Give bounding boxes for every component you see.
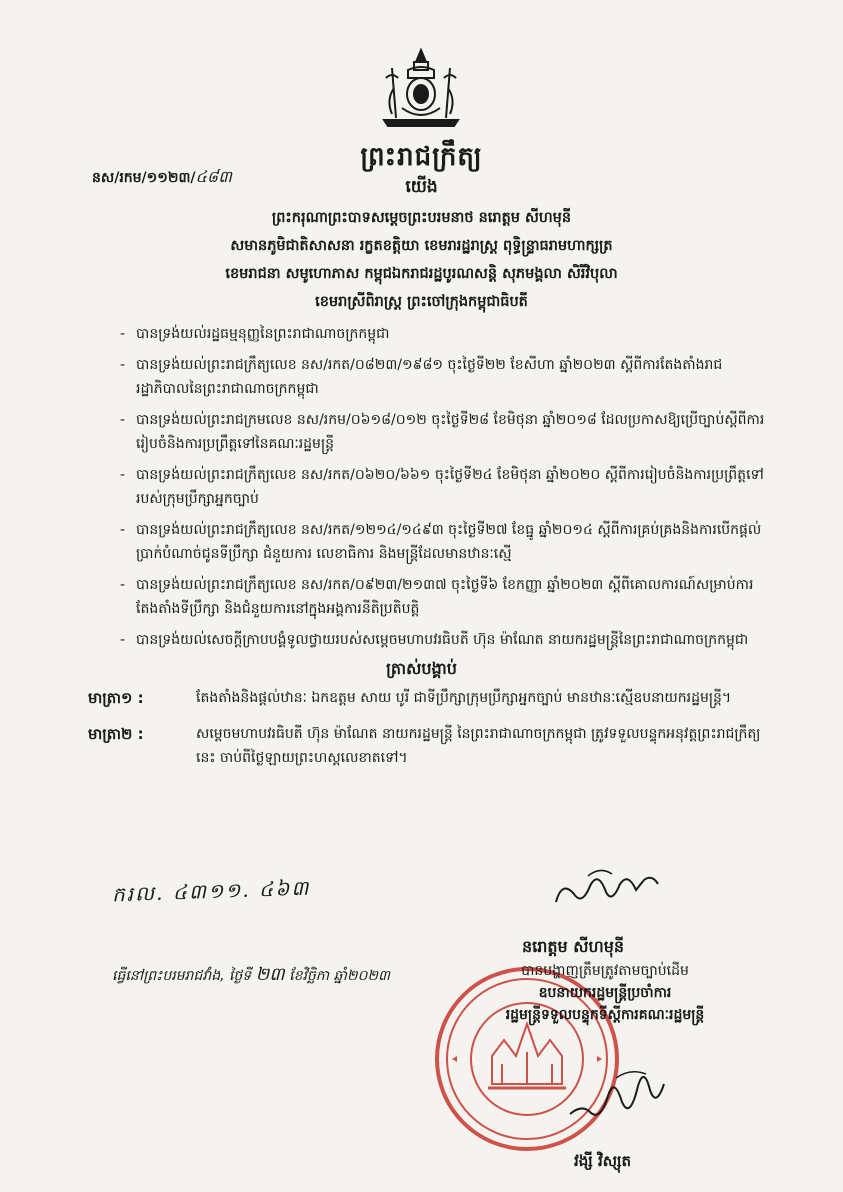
consideration-text: បានទ្រង់យល់ព្រះរាជក្រឹត្យលេខ នស/រកត/០៨២៣/១៩៨១ ចុះថ្ងៃទី២២ ខែសីហា ឆ្នាំ២០២៣ ស្តីពីការតែងតាំងរាជរដ្ឋាភិបាលនៃព្រះរាជាណាចក្រកម្ពុជា xyxy=(136,357,723,397)
countersign-line: រដ្ឋមន្ត្រីទទួលបន្ទុកទីស្តីការគណៈរដ្ឋមន្ត្រី xyxy=(505,1007,705,1023)
article-item xyxy=(88,686,778,710)
royal-title-line: សមានភូមិជាតិសាសនា រក្ខតខត្តិយា ខេមរារដ្ឋរាស្ត្រ ពុទ្ធិន្ទ្រាធរាមហាក្សត្រ xyxy=(230,238,613,254)
consideration-item: - បានទ្រង់យល់ព្រះរាជក្រឹត្យលេខ នស/រកត/០៩២៣/២១៣៧ ចុះថ្ងៃទី៦ ខែកញ្ញា ឆ្នាំ២០២៣ ស្តីពីគោលការណ៍សម្រាប់ការតែងតាំងទីប្រឹក្សា និងជំនួយការនៅក្នុងអង្គការនីតិប្រតិបត្តិ xyxy=(120,573,770,621)
considerations-list xyxy=(120,322,770,659)
decision-heading: ត្រាស់បង្គាប់ xyxy=(386,659,457,678)
reference-number: នស/រកម/១១២៣/ xyxy=(92,170,196,186)
royal-emblem-icon xyxy=(378,48,464,130)
countersignature-icon xyxy=(560,1056,670,1126)
place-and-date xyxy=(112,962,390,989)
countersign-block xyxy=(440,960,770,1026)
place-date-prefix: ធ្វើនៅព្រះបរមរាជវាំង, ថ្ងៃទី xyxy=(112,968,252,984)
consideration-text: បានទ្រង់យល់រដ្ឋធម្មនុញ្ញនៃព្រះរាជាណាចក្រកម្ពុជា xyxy=(136,326,390,342)
royal-title-line: ខេមរាស្រីពិរាស្ត្រ ព្រះចៅក្រុងកម្ពុជាធិបតី xyxy=(315,294,528,310)
consideration-text: បានទ្រង់យល់សេចក្តីក្រាបបង្គំទូលថ្វាយរបស់សម្តេចមហាបវរធិបតី ហ៊ុន ម៉ាណែត នាយករដ្ឋមន្ត្រីនៃព្រះរាជាណាចក្រកម្ពុជា xyxy=(136,632,749,648)
place-date-suffix: ខែវិច្ឆិកា ឆ្នាំ២០២៣ xyxy=(289,968,390,984)
consideration-text: បានទ្រង់យល់ព្រះរាជក្រឹត្យលេខ នស/រកត/០៦២០/៦៦១ ចុះថ្ងៃទី២៤ ខែមិថុនា ឆ្នាំ២០២០ ស្តីពីការរៀបចំនិងការប្រព្រឹត្តទៅរបស់ក្រុមប្រឹក្សាអ្នកច្បាប់ xyxy=(136,467,764,507)
articles-list xyxy=(88,686,778,782)
consideration-item: - បានទ្រង់យល់ព្រះរាជក្រឹត្យលេខ នស/រកត/០៦២០/៦៦១ ចុះថ្ងៃទី២៤ ខែមិថុនា ឆ្នាំ២០២០ ស្តីពីការរៀបចំនិងការប្រព្រឹត្តទៅរបស់ក្រុមប្រឹក្សាអ្នកច្បាប់ xyxy=(120,463,770,511)
article-label: មាត្រា១ : xyxy=(88,689,144,707)
article-label: មាត្រា២ : xyxy=(88,725,144,743)
king-name: នរោត្តម សីហមុនី xyxy=(522,937,625,956)
king-signature-icon xyxy=(548,862,668,912)
countersign-line: ឧបនាយករដ្ឋមន្ត្រីប្រចាំការ xyxy=(538,985,672,1001)
countersigner-name: វង្សី វិស្សុត xyxy=(574,1152,632,1170)
decree-title: ព្រះរាជក្រឹត្យ xyxy=(360,142,483,172)
article-text: តែងតាំងនិងផ្តល់ឋានៈ ឯកឧត្តម សាយ បូរី ជាទីប្រឹក្សាក្រុមប្រឹក្សាអ្នកច្បាប់ មានឋានៈស្មើឧបនាយករដ្ឋមន្ត្រី។ xyxy=(196,690,732,706)
consideration-text: បានទ្រង់យល់ព្រះរាជក្រឹត្យលេខ នស/រកត/១២១៤/១៤៩៣ ចុះថ្ងៃទី២៧ ខែធ្នូ ឆ្នាំ២០១៤ ស្តីពីការគ្រប់គ្រងនិងការបើកផ្តល់ប្រាក់បំណាច់ជូនទីប្រឹក្សា ជំនួយការ លេខាធិការ និងមន្ត្រីដែលមានឋានៈស្មើ xyxy=(136,522,762,562)
place-date-day: ២៣ xyxy=(255,964,285,985)
reference-handwritten: ៤៨៣ xyxy=(195,167,232,186)
consideration-text: បានទ្រង់យល់ព្រះរាជក្រឹត្យលេខ នស/រកត/០៩២៣/២១៣៧ ចុះថ្ងៃទី៦ ខែកញ្ញា ឆ្នាំ២០២៣ ស្តីពីគោលការណ៍សម្រាប់ការតែងតាំងទីប្រឹក្សា និងជំនួយការនៅក្នុងអង្គការនីតិប្រតិបត្តិ xyxy=(136,577,754,617)
consideration-item: - បានទ្រង់យល់សេចក្តីក្រាបបង្គំទូលថ្វាយរបស់សម្តេចមហាបវរធិបតី ហ៊ុន ម៉ាណែត នាយករដ្ឋមន្ត្រីនៃព្រះរាជាណាចក្រកម្ពុជា xyxy=(120,628,770,652)
decree-subject: យើង xyxy=(405,177,438,197)
royal-title-line: ព្រះករុណាព្រះបាទសម្តេចព្រះបរមនាថ នរោត្តម សីហមុនី xyxy=(271,210,572,226)
handwritten-date: ករល. ៤៣១១. ៤៦៣ xyxy=(111,875,311,907)
article-text: សម្តេចមហាបវរធិបតី ហ៊ុន ម៉ាណែត នាយករដ្ឋមន្ត្រី នៃព្រះរាជាណាចក្រកម្ពុជា ត្រូវទទួលបន្ទុកអនុវត្តព្រះរាជក្រឹត្យនេះ ចាប់ពីថ្ងៃឡាយព្រះហស្តលេខាតទៅ។ xyxy=(196,726,761,766)
consideration-item: - បានទ្រង់យល់ព្រះរាជក្រមលេខ នស/រកម/០៦១៨/០១២ ចុះថ្ងៃទី២៨ ខែមិថុនា ឆ្នាំ២០១៨ ដែលប្រកាសឱ្យប្រើច្បាប់ស្តីពីការរៀបចំនិងការប្រព្រឹត្តទៅនៃគណៈរដ្ឋមន្ត្រី xyxy=(120,408,770,456)
royal-titles xyxy=(0,204,843,316)
consideration-item: - បានទ្រង់យល់ព្រះរាជក្រឹត្យលេខ នស/រកត/១២១៤/១៤៩៣ ចុះថ្ងៃទី២៧ ខែធ្នូ ឆ្នាំ២០១៤ ស្តីពីការគ្រប់គ្រងនិងការបើកផ្តល់ប្រាក់បំណាច់ជូនទីប្រឹក្សា ជំនួយការ លេខាធិការ និងមន្ត្រីដែលមានឋានៈស្មើ xyxy=(120,518,770,566)
article-item xyxy=(88,722,778,770)
consideration-text: បានទ្រង់យល់ព្រះរាជក្រមលេខ នស/រកម/០៦១៨/០១២ ចុះថ្ងៃទី២៨ ខែមិថុនា ឆ្នាំ២០១៨ ដែលប្រកាសឱ្យប្រើច្បាប់ស្តីពីការរៀបចំនិងការប្រព្រឹត្តទៅនៃគណៈរដ្ឋមន្ត្រី xyxy=(136,412,765,452)
consideration-item: - បានទ្រង់យល់ព្រះរាជក្រឹត្យលេខ នស/រកត/០៨២៣/១៩៨១ ចុះថ្ងៃទី២២ ខែសីហា ឆ្នាំ២០២៣ ស្តីពីការតែងតាំងរាជរដ្ឋាភិបាលនៃព្រះរាជាណាចក្រកម្ពុជា xyxy=(120,353,770,401)
consideration-item: - បានទ្រង់យល់រដ្ឋធម្មនុញ្ញនៃព្រះរាជាណាចក្រកម្ពុជា xyxy=(120,322,770,346)
royal-title-line: ខេមរាជនា សមូហោភាស កម្ពុជឯករាជរដ្ឋបូរណសន្តិ សុភមង្គលា សិរីវិបុលា xyxy=(225,266,618,282)
countersign-line: បានបង្ហាញត្រឹមត្រូវតាមច្បាប់ដើម xyxy=(521,963,689,979)
